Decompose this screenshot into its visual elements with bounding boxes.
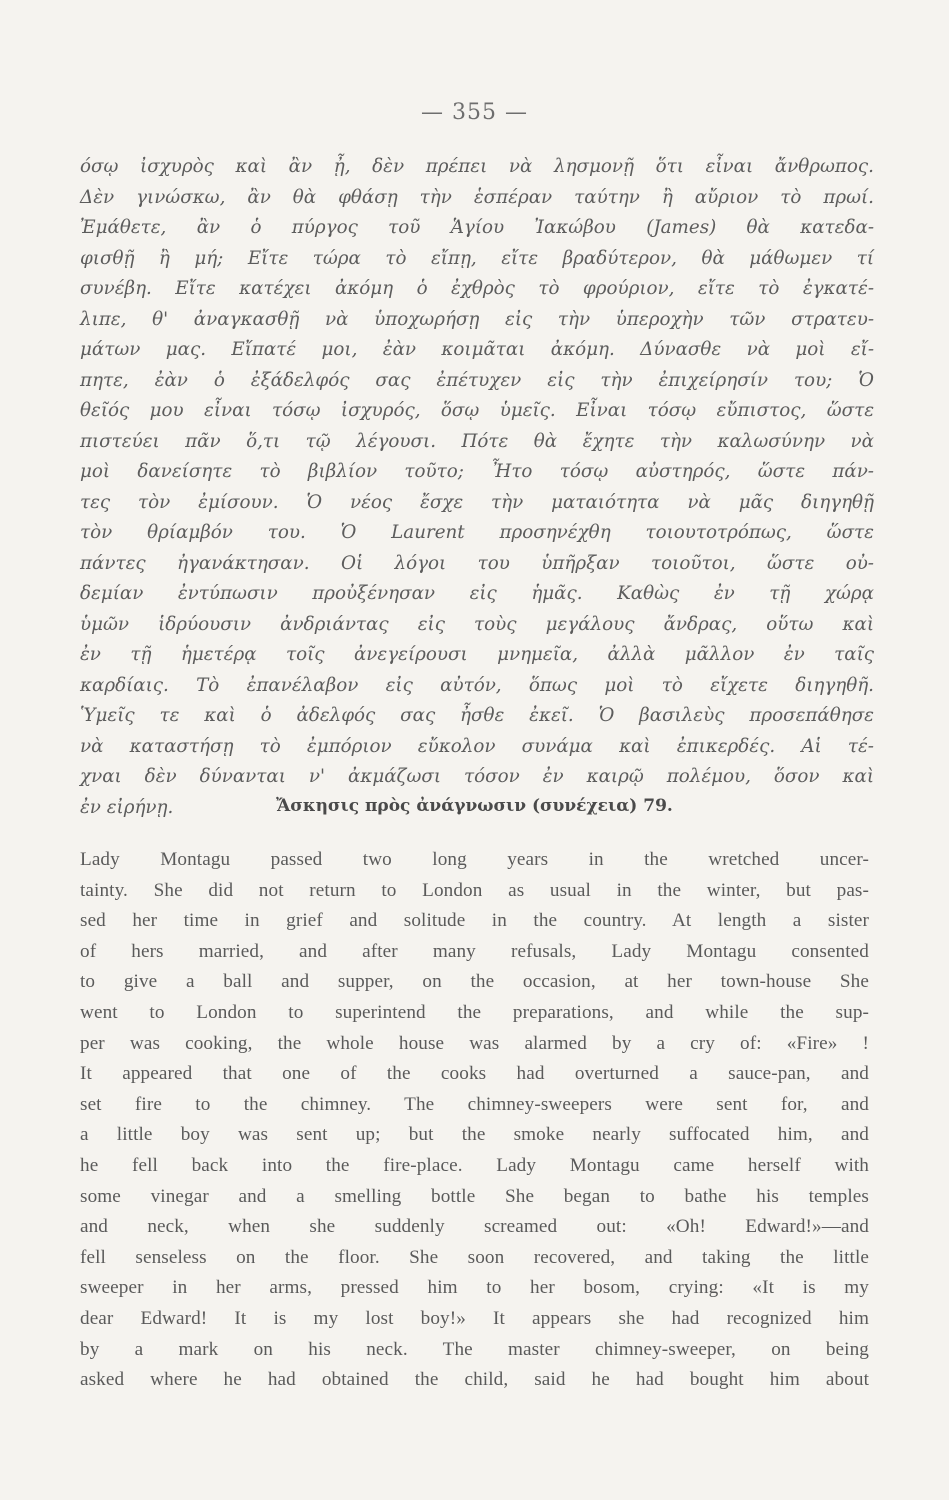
greek-line: πητε, ἐὰν ὁ ἐξάδελφός σας ἐπέτυχεν εἰς τὴν ἐπιχείρησίν του; Ὁ [80, 369, 874, 391]
greek-line: μοὶ δανείσητε τὸ βιβλίον τοῦτο; Ἦτο τόσῳ αὐστηρός, ὥστε πάν- [80, 461, 874, 482]
greek-paragraph [80, 152, 874, 823]
english-line: Lady Montagu passed two long years in the wretched uncer- [80, 849, 869, 870]
greek-line: ἐν τῇ ἡμετέρᾳ τοῖς ἀνεγείρουσι μνημεῖα, ἀλλὰ μᾶλλον ἐν ταῖς [80, 644, 874, 665]
greek-line: ἐν εἰρήνῃ. [80, 796, 174, 818]
greek-line: χναι δὲν δύνανται ν' ἀκμάζωσι τόσον ἐν καιρῷ πολέμου, ὅσον καὶ [80, 766, 874, 787]
greek-line: μάτων μας. Εἴπατέ μοι, ἐὰν κοιμᾶται ἀκόμη. Δύνασθε νὰ μοὶ εἴ- [80, 339, 874, 360]
greek-line: δεμίαν ἐντύπωσιν προὐξένησαν εἰς ἡμᾶς. Καθὼς ἐν τῇ χώρᾳ [80, 583, 874, 604]
greek-line: όσῳ ἰσχυρὸς καὶ ἂν ᾖ, δὲν πρέπει νὰ λησμονῇ ὅτι εἶναι ἄνθρωπος. [80, 156, 874, 177]
greek-line: θεῖός μου εἶναι τόσῳ ἰσχυρός, ὅσῳ ὑμεῖς. Εἶναι τόσῳ εὔπιστος, ὥστε [80, 400, 874, 421]
greek-line: πιστεύει πᾶν ὅ,τι τῷ λέγουσι. Πότε θὰ ἔχητε τὴν καλωσύνην νὰ [80, 430, 874, 452]
english-line: dear Edward! It is my lost boy!» It appears she had recognized him [80, 1307, 869, 1329]
english-line: sweeper in her arms, pressed him to her bosom, crying: «It is my [80, 1277, 869, 1299]
english-line: a little boy was sent up; but the smoke nearly suffocated him, and [80, 1124, 869, 1146]
greek-line: νὰ καταστήσῃ τὸ ἐμπόριον εὔκολον συνάμα καὶ ἐπικερδές. Αἱ τέ- [80, 735, 874, 757]
greek-line: συνέβη. Εἴτε κατέχει ἀκόμη ὁ ἐχθρὸς τὸ φρούριον, εἴτε τὸ ἐγκατέ- [80, 278, 874, 299]
english-paragraph [80, 845, 869, 1396]
greek-line: καρδίαις. Τὸ ἐπανέλαβον εἰς αὐτόν, ὅπως μοὶ τὸ εἴχετε διηγηθῆ. [80, 674, 874, 696]
greek-line: πάντες ἠγανάκτησαν. Οἱ λόγοι του ὑπῆρξαν τοιοῦτοι, ὥστε οὐ- [80, 552, 874, 574]
greek-line: τὸν θρίαμβόν του. Ὁ Laurent προσηνέχθη τοιουτοτρόπως, ὥστε [80, 522, 874, 543]
greek-line: Δὲν γινώσκω, ἂν θὰ φθάσῃ τὴν ἑσπέραν ταύτην ἢ αὔριον τὸ πρωί. [80, 186, 874, 208]
english-line: It appeared that one of the cooks had overturned a sauce-pan, and [80, 1063, 869, 1085]
english-line: sed her time in grief and solitude in the country. At length a sister [80, 910, 869, 932]
greek-line: ὑμῶν ἱδρύουσιν ἀνδριάντας εἰς τοὺς μεγάλους ἄνδρας, οὕτω καὶ [80, 613, 874, 635]
greek-line: φισθῇ ἢ μή; Εἴτε τώρα τὸ εἴπῃ, εἴτε βραδύτερον, θὰ μάθωμεν τί [80, 247, 874, 269]
english-line: set fire to the chimney. The chimney-sweepers were sent for, and [80, 1093, 869, 1115]
exercise-heading: Ἄσκησις πρὸς ἀνάγνωσιν (συνέχεια) 79. [276, 796, 673, 816]
greek-line: τες τὸν ἐμίσουν. Ὁ νέος ἔσχε τὴν ματαιότητα νὰ μᾶς διηγηθῇ [80, 491, 874, 513]
greek-line: λιπε, θ' ἀναγκασθῇ νὰ ὑποχωρήσῃ εἰς τὴν ὑπεροχὴν τῶν στρατευ- [80, 308, 874, 330]
english-line: asked where he had obtained the child, said he had bought him about [80, 1369, 869, 1391]
page-number: — 355 — [421, 100, 528, 125]
english-line: some vinegar and a smelling bottle She began to bathe his temples [80, 1185, 869, 1207]
greek-line: Ἐμάθετε, ἂν ὁ πύργος τοῦ Ἁγίου Ἰακώβου (James) θὰ κατεδα- [80, 217, 874, 238]
english-line: to give a ball and supper, on the occasion, at her town-house She [80, 971, 869, 993]
english-line: he fell back into the fire-place. Lady Montagu came herself with [80, 1154, 869, 1176]
english-line: and neck, when she suddenly screamed out: «Oh! Edward!»—and [80, 1216, 869, 1238]
greek-line: Ὑμεῖς τε καὶ ὁ ἀδελφός σας ἦσθε ἐκεῖ. Ὁ βασιλεὺς προσεπάθησε [80, 705, 874, 726]
english-line: of hers married, and after many refusals, Lady Montagu consented [80, 940, 869, 962]
english-line: fell senseless on the floor. She soon recovered, and taking the little [80, 1246, 869, 1268]
english-line: went to London to superintend the preparations, and while the sup- [80, 1001, 869, 1023]
english-line: per was cooking, the whole house was alarmed by a cry of: «Fire» ! [80, 1032, 869, 1054]
english-line: by a mark on his neck. The master chimney-sweeper, on being [80, 1338, 869, 1360]
english-line: tainty. She did not return to London as usual in the winter, but pas- [80, 879, 869, 901]
